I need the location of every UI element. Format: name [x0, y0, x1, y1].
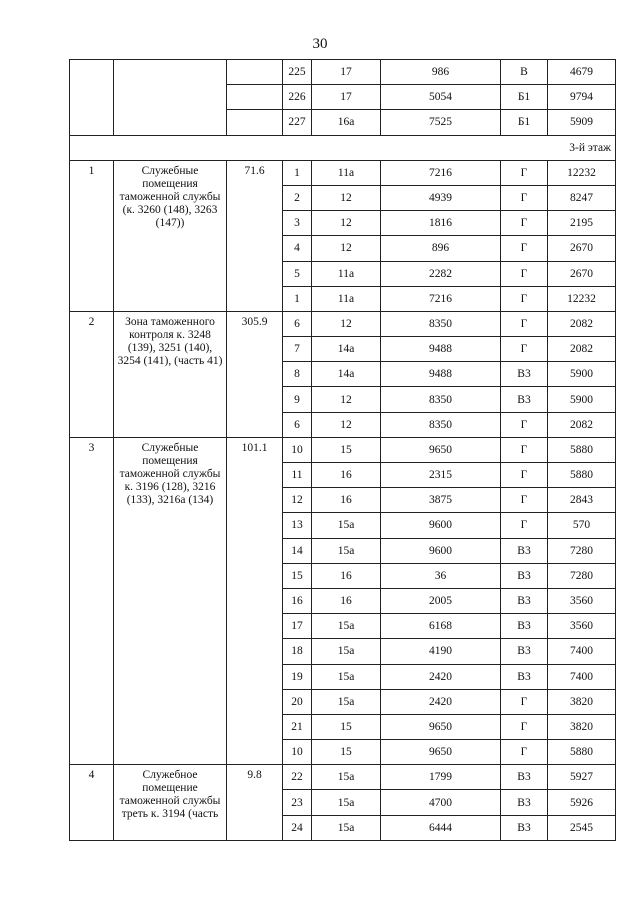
value-e-cell: 7280	[548, 538, 616, 563]
group-name-cell: Служебное помещение таможенной службы треть к. 3194 (часть	[114, 765, 227, 841]
value-b-cell: 12	[312, 236, 381, 261]
point-number-cell: 9	[283, 387, 312, 412]
value-c-cell: 2282	[381, 261, 501, 286]
value-b-cell: 15	[312, 714, 381, 739]
point-number-cell: 22	[283, 765, 312, 790]
value-c-cell: 8350	[381, 387, 501, 412]
value-c-cell: 8350	[381, 311, 501, 336]
value-e-cell: 2843	[548, 488, 616, 513]
coordinates-table	[69, 59, 616, 841]
point-number-cell: 4	[283, 236, 312, 261]
floor-label: 3-й этаж	[70, 135, 616, 160]
group-number-cell	[70, 60, 114, 136]
point-number-cell: 19	[283, 664, 312, 689]
value-b-cell: 15а	[312, 815, 381, 840]
area-cell	[227, 60, 283, 85]
value-b-cell: 15а	[312, 538, 381, 563]
value-c-cell: 8350	[381, 412, 501, 437]
point-number-cell: 225	[283, 60, 312, 85]
value-b-cell: 17	[312, 85, 381, 110]
point-number-cell: 2	[283, 185, 312, 210]
value-d-cell: В3	[501, 538, 548, 563]
value-e-cell: 7400	[548, 664, 616, 689]
value-e-cell: 5927	[548, 765, 616, 790]
value-e-cell: 2082	[548, 412, 616, 437]
point-number-cell: 18	[283, 639, 312, 664]
value-e-cell: 570	[548, 513, 616, 538]
value-d-cell: Г	[501, 513, 548, 538]
point-number-cell: 24	[283, 815, 312, 840]
value-d-cell: Г	[501, 463, 548, 488]
value-e-cell: 3820	[548, 714, 616, 739]
value-e-cell: 5880	[548, 740, 616, 765]
value-b-cell: 15а	[312, 689, 381, 714]
value-e-cell: 9794	[548, 85, 616, 110]
point-number-cell: 10	[283, 437, 312, 462]
value-b-cell: 16	[312, 488, 381, 513]
value-c-cell: 9600	[381, 538, 501, 563]
value-d-cell: В3	[501, 765, 548, 790]
value-b-cell: 11а	[312, 261, 381, 286]
point-number-cell: 21	[283, 714, 312, 739]
value-c-cell: 6168	[381, 614, 501, 639]
value-c-cell: 9600	[381, 513, 501, 538]
point-number-cell: 226	[283, 85, 312, 110]
point-number-cell: 1	[283, 160, 312, 185]
value-b-cell: 15	[312, 437, 381, 462]
value-c-cell: 7216	[381, 286, 501, 311]
value-b-cell: 15а	[312, 513, 381, 538]
value-d-cell: В3	[501, 639, 548, 664]
table-row	[70, 160, 616, 185]
value-d-cell: В	[501, 60, 548, 85]
value-d-cell: Г	[501, 286, 548, 311]
value-e-cell: 5926	[548, 790, 616, 815]
value-b-cell: 15а	[312, 614, 381, 639]
area-cell	[227, 110, 283, 135]
value-b-cell: 17	[312, 60, 381, 85]
value-b-cell: 11а	[312, 286, 381, 311]
value-e-cell: 5880	[548, 437, 616, 462]
value-c-cell: 1816	[381, 211, 501, 236]
table-row	[70, 437, 616, 462]
table-row	[70, 60, 616, 85]
value-d-cell: Г	[501, 337, 548, 362]
page-number: 30	[312, 36, 328, 52]
value-c-cell: 9488	[381, 362, 501, 387]
point-number-cell: 6	[283, 412, 312, 437]
value-e-cell: 5900	[548, 362, 616, 387]
value-d-cell: В3	[501, 614, 548, 639]
value-b-cell: 15а	[312, 765, 381, 790]
point-number-cell: 8	[283, 362, 312, 387]
value-d-cell: Г	[501, 437, 548, 462]
table-row	[70, 765, 616, 790]
point-number-cell: 13	[283, 513, 312, 538]
value-b-cell: 14а	[312, 337, 381, 362]
value-c-cell: 986	[381, 60, 501, 85]
value-e-cell: 7400	[548, 639, 616, 664]
value-d-cell: В3	[501, 588, 548, 613]
value-d-cell: Г	[501, 740, 548, 765]
point-number-cell: 17	[283, 614, 312, 639]
floor-heading-row	[70, 135, 616, 160]
value-b-cell: 14а	[312, 362, 381, 387]
value-c-cell: 4939	[381, 185, 501, 210]
value-d-cell: Г	[501, 185, 548, 210]
value-e-cell: 2545	[548, 815, 616, 840]
value-e-cell: 2670	[548, 261, 616, 286]
value-d-cell: Г	[501, 412, 548, 437]
point-number-cell: 23	[283, 790, 312, 815]
value-d-cell: Б1	[501, 110, 548, 135]
group-number-cell: 4	[70, 765, 114, 841]
point-number-cell: 16	[283, 588, 312, 613]
value-b-cell: 16	[312, 588, 381, 613]
group-number-cell: 2	[70, 311, 114, 437]
group-area-cell: 101.1	[227, 437, 283, 764]
value-e-cell: 3560	[548, 614, 616, 639]
value-e-cell: 8247	[548, 185, 616, 210]
value-d-cell: В3	[501, 387, 548, 412]
value-b-cell: 12	[312, 211, 381, 236]
group-area-cell: 305.9	[227, 311, 283, 437]
value-e-cell: 12232	[548, 286, 616, 311]
value-d-cell: Б1	[501, 85, 548, 110]
group-name-cell: Зона таможенного контроля к. 3248 (139), 3251 (140), 3254 (141), (часть 41)	[114, 311, 227, 437]
point-number-cell: 11	[283, 463, 312, 488]
point-number-cell: 227	[283, 110, 312, 135]
value-e-cell: 2082	[548, 311, 616, 336]
area-cell	[227, 85, 283, 110]
point-number-cell: 3	[283, 211, 312, 236]
value-e-cell: 2670	[548, 236, 616, 261]
value-d-cell: Г	[501, 488, 548, 513]
point-number-cell: 14	[283, 538, 312, 563]
value-c-cell: 2005	[381, 588, 501, 613]
value-b-cell: 15а	[312, 639, 381, 664]
group-number-cell: 1	[70, 160, 114, 311]
value-d-cell: Г	[501, 311, 548, 336]
value-c-cell: 1799	[381, 765, 501, 790]
value-d-cell: Г	[501, 160, 548, 185]
value-e-cell: 5909	[548, 110, 616, 135]
value-d-cell: Г	[501, 261, 548, 286]
group-area-cell: 71.6	[227, 160, 283, 311]
value-e-cell: 7280	[548, 563, 616, 588]
point-number-cell: 15	[283, 563, 312, 588]
point-number-cell: 6	[283, 311, 312, 336]
value-e-cell: 3560	[548, 588, 616, 613]
value-c-cell: 4700	[381, 790, 501, 815]
group-name-cell: Служебные помещения таможенной службы к. 3196 (128), 3216 (133), 3216а (134)	[114, 437, 227, 764]
value-b-cell: 15	[312, 740, 381, 765]
value-d-cell: В3	[501, 790, 548, 815]
value-d-cell: Г	[501, 236, 548, 261]
value-b-cell: 16	[312, 563, 381, 588]
value-e-cell: 4679	[548, 60, 616, 85]
point-number-cell: 10	[283, 740, 312, 765]
value-c-cell: 9650	[381, 437, 501, 462]
value-b-cell: 15а	[312, 790, 381, 815]
value-c-cell: 6444	[381, 815, 501, 840]
value-b-cell: 12	[312, 311, 381, 336]
value-c-cell: 2315	[381, 463, 501, 488]
group-number-cell: 3	[70, 437, 114, 764]
value-c-cell: 9488	[381, 337, 501, 362]
value-e-cell: 3820	[548, 689, 616, 714]
value-c-cell: 896	[381, 236, 501, 261]
value-b-cell: 16а	[312, 110, 381, 135]
value-c-cell: 7216	[381, 160, 501, 185]
group-name-cell	[114, 60, 227, 136]
value-c-cell: 7525	[381, 110, 501, 135]
point-number-cell: 1	[283, 286, 312, 311]
group-area-cell: 9.8	[227, 765, 283, 841]
value-c-cell: 2420	[381, 689, 501, 714]
value-b-cell: 12	[312, 185, 381, 210]
value-d-cell: В3	[501, 815, 548, 840]
value-c-cell: 36	[381, 563, 501, 588]
value-d-cell: Г	[501, 689, 548, 714]
value-e-cell: 5900	[548, 387, 616, 412]
value-c-cell: 2420	[381, 664, 501, 689]
value-b-cell: 12	[312, 412, 381, 437]
value-b-cell: 12	[312, 387, 381, 412]
point-number-cell: 12	[283, 488, 312, 513]
value-d-cell: В3	[501, 664, 548, 689]
value-d-cell: Г	[501, 211, 548, 236]
group-name-cell: Служебные помещения таможенной службы (к. 3260 (148), 3263 (147))	[114, 160, 227, 311]
value-d-cell: В3	[501, 362, 548, 387]
point-number-cell: 5	[283, 261, 312, 286]
point-number-cell: 7	[283, 337, 312, 362]
value-c-cell: 9650	[381, 740, 501, 765]
value-e-cell: 12232	[548, 160, 616, 185]
value-c-cell: 3875	[381, 488, 501, 513]
value-e-cell: 5880	[548, 463, 616, 488]
value-c-cell: 9650	[381, 714, 501, 739]
value-b-cell: 16	[312, 463, 381, 488]
table-row	[70, 311, 616, 336]
value-b-cell: 15а	[312, 664, 381, 689]
value-c-cell: 5054	[381, 85, 501, 110]
point-number-cell: 20	[283, 689, 312, 714]
value-c-cell: 4190	[381, 639, 501, 664]
value-e-cell: 2082	[548, 337, 616, 362]
value-d-cell: Г	[501, 714, 548, 739]
value-e-cell: 2195	[548, 211, 616, 236]
value-d-cell: В3	[501, 563, 548, 588]
value-b-cell: 11а	[312, 160, 381, 185]
